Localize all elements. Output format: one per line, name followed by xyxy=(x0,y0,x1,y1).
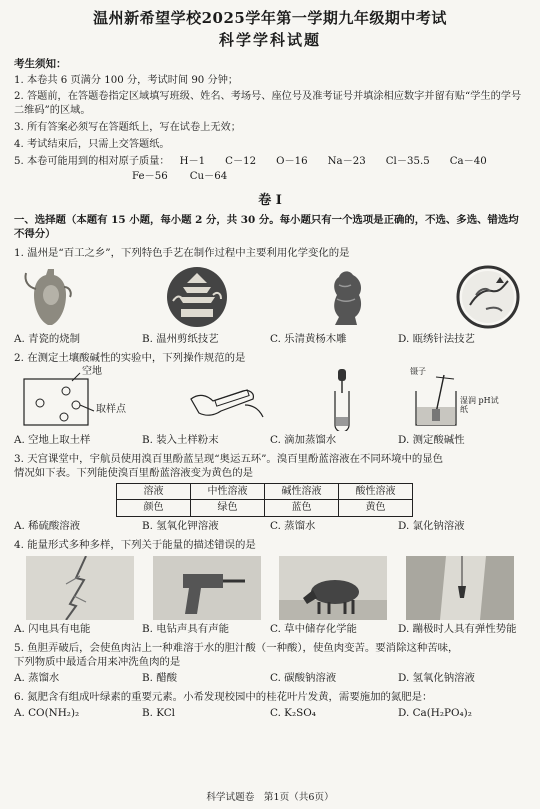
wood-carving-icon xyxy=(315,264,375,330)
question-5-options xyxy=(14,671,526,685)
question-2-options xyxy=(14,433,526,447)
question-6-options xyxy=(14,706,526,720)
atomic-mass: C－12 xyxy=(225,155,257,167)
ph-paper-label: 湿润 pH试纸 xyxy=(459,395,499,414)
option-c[interactable]: C. 草中储存化学能 xyxy=(270,623,357,636)
option-d[interactable]: D. 氢氧化钠溶液 xyxy=(398,672,475,685)
notice-item: 4. 考试结束后，只需上交答题纸。 xyxy=(14,138,170,150)
question-stem: 3. 天宫课堂中，宇航员使用溴百里酚蓝呈现“奥运五环”。溴百里酚蓝溶液在不同环境中的显色 xyxy=(14,452,444,465)
question-2-figures xyxy=(14,365,526,431)
option-c[interactable]: C. 蒸馏水 xyxy=(270,519,316,532)
atomic-mass: H－1 xyxy=(179,155,206,167)
question-stem: 2. 在测定土壤酸碱性的实验中，下列操作规范的是 xyxy=(14,351,246,364)
question-4-options xyxy=(14,622,526,636)
notice-item: 1. 本卷共 6 页满分 100 分，考试时间 90 分钟； xyxy=(14,74,239,86)
option-c[interactable]: C. 滴加蒸馏水 xyxy=(270,433,337,446)
atomic-mass: O－16 xyxy=(276,155,308,167)
option-c[interactable]: C. K₂SO₄ xyxy=(270,707,316,720)
notice-item: 2. 答题前，在答题卷指定区域填写班级、姓名、考场号、座位号及准考证号并填涂相应数字并留有贴“学生的学号二维码”的区域。 xyxy=(14,91,522,117)
question-2 xyxy=(14,351,526,447)
atomic-mass-line-2 xyxy=(14,170,526,184)
sample-point-label: 取样点 xyxy=(96,403,126,415)
question-stem-cont: 下列物质中最适合用来冲洗鱼肉的是 xyxy=(14,656,181,669)
notice-heading: 考生须知： xyxy=(14,57,67,70)
option-a[interactable]: A. 闪电具有电能 xyxy=(14,623,91,636)
table-cell: 溶液 xyxy=(117,483,191,500)
option-c[interactable]: C. 乐清黄杨木雕 xyxy=(270,332,347,345)
atomic-mass: Cu－64 xyxy=(189,171,228,183)
exam-title: 温州新希望学校2025学年第一学期九年级期中考试 xyxy=(93,9,447,27)
option-b[interactable]: B. KCl xyxy=(142,707,175,720)
option-b[interactable]: B. 氢氧化钾溶液 xyxy=(142,519,219,532)
table-cell: 颜色 xyxy=(117,500,191,517)
atomic-mass: Na－23 xyxy=(327,155,366,167)
option-b[interactable]: B. 温州剪纸技艺 xyxy=(142,332,219,345)
atomic-mass: Ca－40 xyxy=(449,155,487,167)
option-d[interactable]: D. 瓯绣针法技艺 xyxy=(398,332,475,345)
option-a[interactable]: A. 稀硫酸溶液 xyxy=(14,519,81,532)
table-cell: 酸性溶液 xyxy=(339,483,413,500)
indicator-color-table xyxy=(116,483,413,517)
notice-list xyxy=(14,74,526,184)
question-stem: 1. 温州是“百工之乡”，下列特色手艺在制作过程中主要利用化学变化的是 xyxy=(14,246,350,259)
question-5 xyxy=(14,641,526,685)
paper-cut-icon xyxy=(161,264,233,330)
question-stem-cont: 情况如下表。下列能使溴百里酚蓝溶液变为黄色的是 xyxy=(14,466,253,479)
section-heading: 一、选择题（本题有 15 小题，每小题 2 分，共 30 分。每小题只有一个选项是正确的，不选、多选、错选均不得分） xyxy=(14,213,519,240)
option-a[interactable]: A. 青瓷的烧制 xyxy=(14,332,81,345)
notice-item: 3. 所有答案必须写在答题纸上，写在试卷上无效； xyxy=(14,121,241,133)
table-cell: 碱性溶液 xyxy=(265,483,339,500)
question-stem: 6. 氮肥含有组成叶绿素的重要元素。小希发现校园中的桂花叶片发黄，需要施加的氮肥是： xyxy=(14,691,433,704)
option-a[interactable]: A. 蒸馏水 xyxy=(14,672,60,685)
question-4-figures xyxy=(14,556,526,620)
dropper-test-tube-icon xyxy=(317,369,367,431)
option-d[interactable]: D. Ca(H₂PO₄)₂ xyxy=(398,707,472,720)
cow-grazing-photo xyxy=(279,556,387,620)
porcelain-vase-icon xyxy=(20,264,80,330)
option-d[interactable]: D. 氯化钠溶液 xyxy=(398,519,465,532)
page-footer: 科学试题卷 第1页（共6页） xyxy=(206,792,334,803)
question-1 xyxy=(14,246,526,346)
hands-with-test-tube-icon xyxy=(183,369,273,431)
soil-sampling-figure xyxy=(20,365,140,431)
option-d[interactable]: D. 蹦极时人具有弹性势能 xyxy=(398,623,517,636)
table-row xyxy=(117,500,413,517)
option-c[interactable]: C. 碳酸钠溶液 xyxy=(270,672,337,685)
option-a[interactable]: A. 空地上取土样 xyxy=(14,433,91,446)
table-cell: 蓝色 xyxy=(265,500,339,517)
embroidery-icon xyxy=(456,264,520,330)
atomic-mass: Fe－56 xyxy=(132,171,168,183)
table-cell: 黄色 xyxy=(339,500,413,517)
open-field-label: 空地 xyxy=(82,365,102,377)
atomic-mass: Cl－35.5 xyxy=(385,155,430,167)
question-3-options xyxy=(14,519,526,533)
question-stem: 4. 能量形式多种多样，下列关于能量的描述错误的是 xyxy=(14,539,256,551)
exam-subtitle: 科学学科试题 xyxy=(218,31,321,50)
option-b[interactable]: B. 醋酸 xyxy=(142,672,178,685)
table-cell: 绿色 xyxy=(191,500,265,517)
question-1-options xyxy=(14,332,526,346)
question-4 xyxy=(14,538,526,636)
drill-photo xyxy=(153,556,261,620)
option-a[interactable]: A. CO(NH₂)₂ xyxy=(14,707,80,720)
question-3 xyxy=(14,452,526,533)
table-cell: 中性溶液 xyxy=(191,483,265,500)
atomic-mass-label: 5. 本卷可能用到的相对原子质量： xyxy=(14,155,170,167)
tweezers-label: 镊子 xyxy=(409,366,426,376)
lightning-photo xyxy=(26,556,134,620)
atomic-mass-line xyxy=(14,155,526,169)
ph-test-figure xyxy=(409,366,520,431)
option-b[interactable]: B. 装入土样粉末 xyxy=(142,433,219,446)
option-d[interactable]: D. 测定酸碱性 xyxy=(398,433,465,446)
bungee-photo xyxy=(406,556,514,620)
table-row xyxy=(117,483,413,500)
volume-heading: 卷 Ⅰ xyxy=(258,193,282,209)
option-b[interactable]: B. 电钻声具有声能 xyxy=(142,623,229,636)
question-stem: 5. 鱼胆弄破后，会使鱼肉沾上一种难溶于水的胆汁酸（一种酸），使鱼肉变苦。要消除这种苦味， xyxy=(14,642,459,655)
question-1-figures xyxy=(14,264,526,330)
question-6 xyxy=(14,690,526,720)
